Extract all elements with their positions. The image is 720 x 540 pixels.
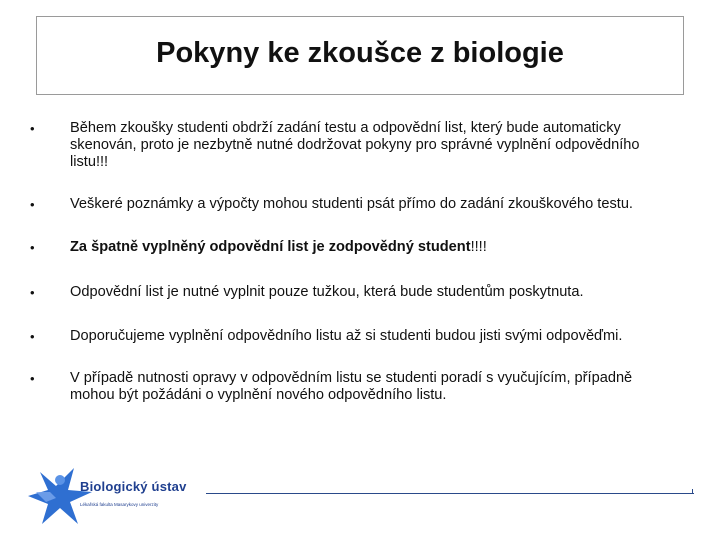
list-item <box>30 284 670 301</box>
bullet-icon: • <box>30 121 35 136</box>
star-figure-logo-icon <box>26 462 96 530</box>
list-item <box>30 370 670 404</box>
list-item-text: Během zkoušky studenti obdrží zadání testu a odpovědní list, který bude automaticky skenován, proto je nezbytně nutné dodržovat pokyny pro správné vyplnění odpovědního listu!!! <box>70 120 640 170</box>
title-box <box>36 16 684 95</box>
footer-divider-tick <box>692 489 693 494</box>
list-item-emphasis: !!!! <box>470 239 487 255</box>
list-item-text: Doporučujeme vyplnění odpovědního listu až si studenti budou jisti svými odpověďmi. <box>70 328 623 344</box>
list-item-text: Veškeré poznámky a výpočty mohou studenti psát přímo do zadání zkouškového testu. <box>70 196 633 212</box>
list-item <box>30 239 670 256</box>
bullet-icon: • <box>30 285 35 300</box>
footer-divider <box>206 493 694 494</box>
list-item-bold-text: Za špatně vyplněný odpovědní list je zodpovědný student <box>70 239 471 255</box>
list-item-text: Odpovědní list je nutné vyplnit pouze tužkou, která bude studentům poskytnuta. <box>70 284 584 300</box>
institute-logo <box>26 462 206 530</box>
list-item-text: V případě nutnosti opravy v odpovědním listu se studenti poradí s vyučujícím, případně mohou být požádáni o vyplnění nového odpovědního listu. <box>70 370 633 403</box>
bullet-icon: • <box>30 240 35 255</box>
slide-title: Pokyny ke zkoušce z biologie <box>156 37 564 69</box>
instruction-list <box>30 120 670 404</box>
logo-name: Biologický ústav <box>80 479 187 494</box>
bullet-icon: • <box>30 371 35 386</box>
logo-subtitle: Lékařská fakulta Masarykovy univerzity <box>80 502 159 507</box>
bullet-icon: • <box>30 197 35 212</box>
bullet-icon: • <box>30 329 35 344</box>
list-item-text <box>70 239 670 256</box>
list-item <box>30 328 670 345</box>
list-item <box>30 120 670 171</box>
list-item <box>30 196 670 213</box>
